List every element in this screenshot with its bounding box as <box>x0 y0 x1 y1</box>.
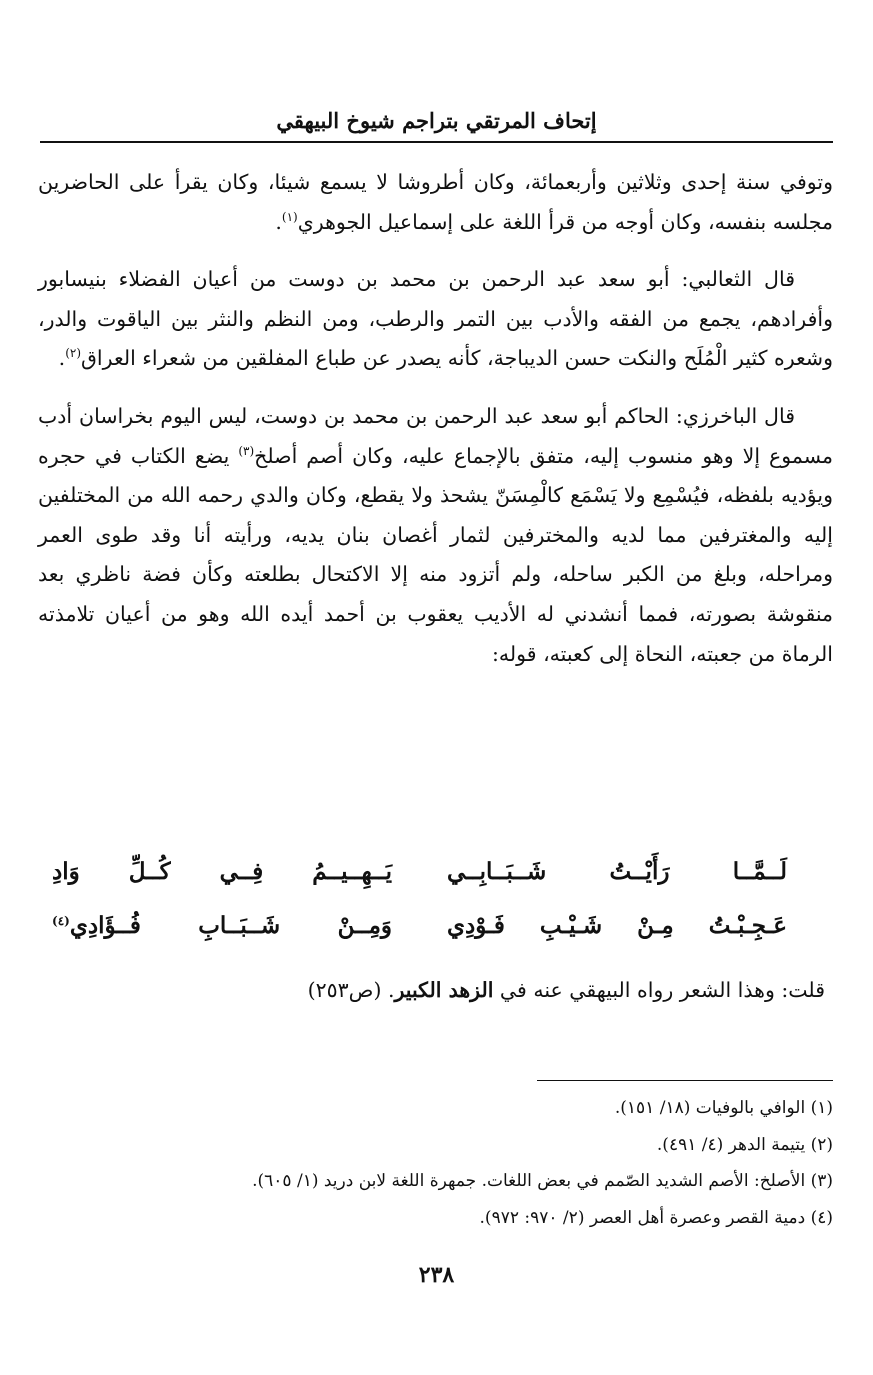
footnote-divider <box>537 1080 833 1081</box>
poem-first-hemistich: عَـجِـبْـتُ مِـنْ شَـيْـبِ فَـوْدِي <box>447 912 787 939</box>
footnote-marker: (٤) <box>52 914 70 928</box>
poem-second-hemistich: وَمِــنْ شَــبَــابِ فُــؤَادِي$^{(٤)}$ <box>52 912 392 939</box>
page-number: ٢٣٨ <box>418 1262 455 1288</box>
paragraph: قال الثعالبي: أبو سعد عبد الرحمن بن محمد بن دوست من أعيان الفضلاء بنيسابور وأفرادهم، يجمع من الفقه والأدب بين التمر والرطب، ومن النظم والنثر بين الياقوت والدر، وشعره كثير الْمُلَح والنكت حسن الديباجة، كأنه يصدر عن طباع المفلقين من شعراء العراق$^{(٢)}$. <box>38 267 833 371</box>
poem-second-hemistich: يَــهِــيــمُ فِــي كُــلِّ وَادِ <box>52 858 392 885</box>
footnote: (٣) الأصلخ: الأصم الشديد الصّمم في بعض اللغات. جمهرة اللغة لابن دريد (١/ ٦٠٥). <box>252 1171 833 1191</box>
footnote-marker: (٢) <box>65 346 82 361</box>
author-note: قلت: وهذا الشعر رواه البيهقي عنه في الزهد الكبير. (ص٢٥٣) <box>307 978 825 1002</box>
running-header-title: إتحاف المرتقي بتراجم شيوخ البيهقي <box>276 108 597 133</box>
book-title: الزهد الكبير <box>394 978 494 1002</box>
footnote-marker: (٣) <box>238 443 255 458</box>
poem-first-hemistich: لَــمَّــا رَأَيْــتُ شَــبَــابِــي <box>447 858 787 885</box>
poem-verse <box>52 912 787 966</box>
footnote: (٢) يتيمة الدهر (٤/ ٤٩١). <box>656 1134 833 1155</box>
paragraph: وتوفي سنة إحدى وثلاثين وأربعمائة، وكان أطروشا لا يسمع شيئا، وكان يقرأ على الحاضرين مجلسه بنفسه، وكان أوجه من قرأ اللغة على إسماعيل الجوهري$^{(١)}$. <box>38 170 833 234</box>
header-divider <box>40 141 833 143</box>
poem <box>52 858 787 966</box>
footnote: (٤) دمية القصر وعصرة أهل العصر (٢/ ٩٧٠: ٩٧٢). <box>479 1207 833 1228</box>
main-text <box>38 163 833 674</box>
footnote-marker: (١) <box>281 209 298 224</box>
footnotes <box>60 1090 833 1236</box>
footnote: (١) الوافي بالوفيات (١٨/ ١٥١). <box>614 1098 833 1118</box>
paragraph: قال الباخرزي: الحاكم أبو سعد عبد الرحمن بن محمد بن دوست، ليس اليوم بخراسان أدب مسموع إلا وهو منسوب إليه، متفق بالإجماع عليه، وكان أصم أصلخ$^{(٣)}$ يضع الكتاب في حجره ويؤديه بلفظه، فيُسْمِع ولا يَسْمَع كالْمِسَنّ يشحذ ولا يقطع، وكان والدي رحمه الله من المختلفين إليه والمغترفين مما لديه والمخترفين لثمار أغصان بنان يديه، ورأيته أنا وقد طوى العمر ومراحله، وبلغ من الكبر ساحله، ولم أتزود منه إلا الاكتحال بطلعته وكأن فضة ناظري بعد منقوشة بصورته، فمما أنشدني له الأديب يعقوب بن أحمد أيده الله وهو من أعيان تلامذته الرماة من جعبته، النحاة إلى كعبته، قوله: <box>38 403 834 666</box>
poem-verse <box>52 858 787 912</box>
